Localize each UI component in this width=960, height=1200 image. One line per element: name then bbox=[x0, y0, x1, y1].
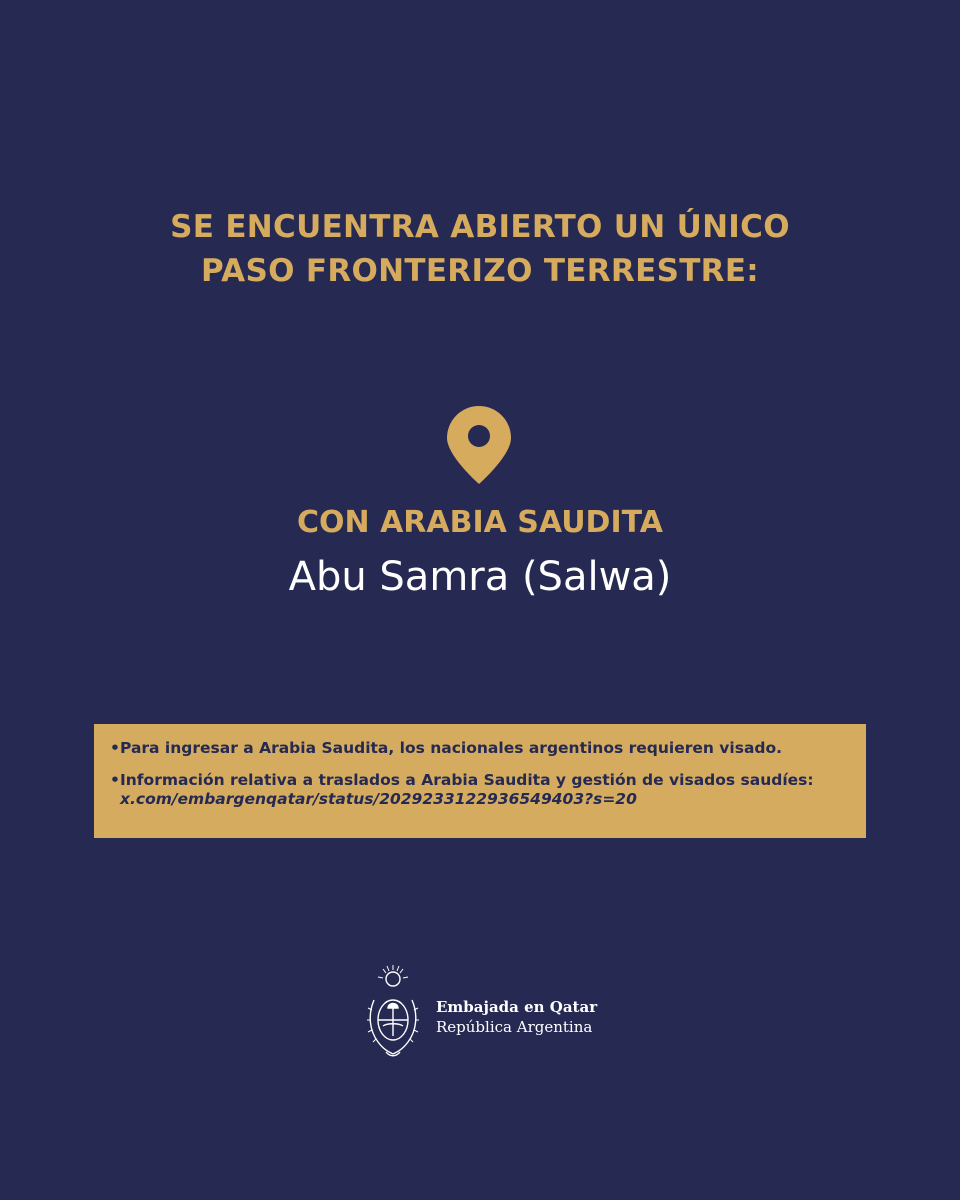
embassy-country: República Argentina bbox=[436, 1018, 593, 1036]
map-pin-icon bbox=[446, 404, 512, 486]
bullet-dot: • bbox=[110, 739, 120, 757]
travel-info-text: Información relativa a traslados a Arabia Saudita y gestión de visados saudíes: bbox=[120, 771, 814, 789]
embassy-signature bbox=[436, 997, 597, 1037]
bullet-dot: • bbox=[110, 771, 120, 789]
embassy-name: Embajada en Qatar bbox=[436, 998, 598, 1016]
headline-line-2: PASO FRONTERIZO TERRESTRE: bbox=[201, 253, 759, 289]
headline bbox=[0, 205, 960, 293]
info-bullet-travel bbox=[110, 771, 854, 809]
coat-of-arms-icon bbox=[364, 962, 422, 1060]
headline-line-1: SE ENCUENTRA ABIERTO UN ÚNICO bbox=[170, 209, 790, 245]
info-bullet-visa bbox=[110, 739, 854, 758]
travel-info-block bbox=[120, 771, 854, 809]
status-link[interactable]: x.com/embargenqatar/status/2029233122936549403?s=20 bbox=[120, 790, 637, 808]
crossing-name: Abu Samra (Salwa) bbox=[288, 554, 672, 600]
visa-requirement-text: Para ingresar a Arabia Saudita, los nacionales argentinos requieren visado. bbox=[120, 739, 783, 757]
info-box bbox=[94, 724, 866, 838]
country-label: CON ARABIA SAUDITA bbox=[297, 505, 663, 540]
